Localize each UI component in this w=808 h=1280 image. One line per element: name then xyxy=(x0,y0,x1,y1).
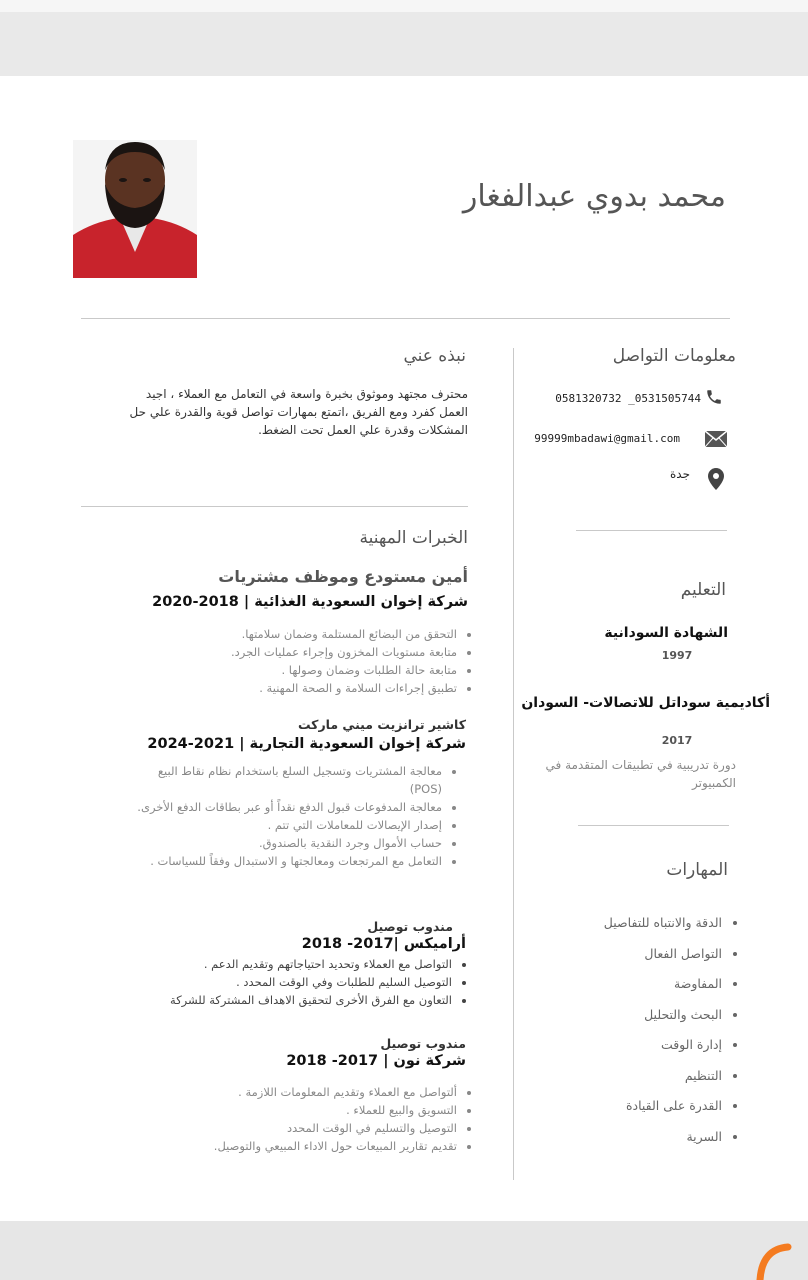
duty-item: • التسويق والبيع للعملاء . xyxy=(133,1101,457,1119)
bottom-bar xyxy=(0,1221,808,1280)
person-portrait-icon xyxy=(73,140,197,278)
duty-item: • متابعة حالة الطلبات وضمان وصولها . xyxy=(143,661,457,679)
duty-item: • تطبيق إجراءات السلامة و الصحة المهنية . xyxy=(143,679,457,697)
profile-photo xyxy=(73,140,197,278)
about-text xyxy=(78,385,468,439)
experience-title: الخبرات المهنية xyxy=(359,528,468,548)
location-pin-icon xyxy=(708,468,724,494)
location-city: جدة xyxy=(669,467,690,481)
skills-list xyxy=(506,908,736,1152)
education-entry-year: 2017 xyxy=(661,734,693,747)
job-role: مندوب توصيل xyxy=(367,919,453,934)
job-duties xyxy=(108,955,468,1009)
duty-item: • معالجة المشتريات وتسجيل السلع باستخدام نظام نقاط البيع (POS) xyxy=(128,762,442,798)
job-role: كاشير ترانزيت ميني ماركت xyxy=(297,717,466,732)
swipe-arc-icon xyxy=(748,1243,808,1280)
job-duties xyxy=(143,625,473,697)
education-divider xyxy=(578,825,729,826)
education-entry-desc: دورة تدريبية في تطبيقات المتقدمة في الكمبيوتر xyxy=(545,758,736,790)
skill-item: • السرية xyxy=(506,1122,722,1153)
job-duties xyxy=(133,1083,473,1155)
duty-item: • التوصيل السليم للطلبات وفي الوقت المحدد . xyxy=(108,973,452,991)
duty-item: • التعامل مع المرتجعات ومعالجتها و الاستبدال وفقاً للسياسات . xyxy=(128,852,442,870)
resume-page xyxy=(0,76,808,1221)
skill-item: • التواصل الفعال xyxy=(506,939,722,970)
top-bar xyxy=(0,0,808,12)
full-name: محمد بدوي عبدالفغار xyxy=(462,179,726,214)
skill-item: • المفاوضة xyxy=(506,969,722,1000)
skill-item: • إدارة الوقت xyxy=(506,1030,722,1061)
about-line: المشكلات وقدرة علي العمل تحت الضغط. xyxy=(258,423,468,437)
education-title: التعليم xyxy=(680,580,726,600)
duty-item: • تقديم تقارير المبيعات حول الاداء المبيعي والتوصيل. xyxy=(133,1137,457,1155)
education-entry-title: الشهادة السودانية xyxy=(604,625,728,641)
job-duties xyxy=(128,762,458,870)
job-company: شركة إخوان السعودية التجارية | 2021-2024 xyxy=(147,736,466,752)
education-entry-title: أكاديمية سوداتل للاتصالات- السودان xyxy=(521,695,770,711)
duty-item: • ألتواصل مع العملاء وتقديم المعلومات اللازمة . xyxy=(133,1083,457,1101)
skill-item: • القدرة على القيادة xyxy=(506,1091,722,1122)
duty-item: • التعاون مع الفرق الأخرى لتحقيق الاهداف المشتركة للشركة xyxy=(108,991,452,1009)
duty-item: • حساب الأموال وجرد النقدية بالصندوق. xyxy=(128,834,442,852)
education-entry-year: 1997 xyxy=(661,649,693,662)
header-divider xyxy=(81,318,730,319)
duty-item: • التحقق من البضائع المستلمة وضمان سلامتها. xyxy=(143,625,457,643)
duty-item: • التوصيل والتسليم في الوقت المحدد xyxy=(133,1119,457,1137)
duty-item: • معالجة المدفوعات قبول الدفع نقداً أو عبر بطاقات الدفع الأخرى. xyxy=(128,798,442,816)
job-company: شركة إخوان السعودية الغذائية | 2018-2020 xyxy=(152,594,468,610)
job-role: أمين مستودع وموظف مشتريات xyxy=(218,567,468,586)
duty-item: • إصدار الإيصالات للمعاملات التي تتم . xyxy=(128,816,442,834)
job-company: أراميكس |2017- 2018 xyxy=(301,936,466,952)
email-address[interactable]: 99999mbadawi@gmail.com xyxy=(534,432,680,445)
job-role: مندوب توصيل xyxy=(380,1036,466,1051)
skill-item: • الدقة والانتباه للتفاصيل xyxy=(506,908,722,939)
about-divider xyxy=(81,506,468,507)
about-line: العمل كفرد ومع الفريق ،اتمتع بمهارات تواصل قوية والقدرة علي حل xyxy=(129,405,468,419)
contact-title: معلومات التواصل xyxy=(612,346,736,366)
skill-item: • البحث والتحليل xyxy=(506,1000,722,1031)
skill-item: • التنظيم xyxy=(506,1061,722,1092)
email-icon xyxy=(705,431,727,451)
duty-item: • متابعة مستويات المخزون وإجراء عمليات الجرد. xyxy=(143,643,457,661)
phone-number[interactable]: 0581320732 _0531505744 xyxy=(555,392,701,405)
skills-title: المهارات xyxy=(666,860,728,880)
duty-item: • التواصل مع العملاء وتحديد احتياجاتهم وتقديم الدعم . xyxy=(108,955,452,973)
phone-icon xyxy=(705,388,723,410)
about-line: محترف مجتهد وموثوق بخبرة واسعة في التعامل مع العملاء ، اجيد xyxy=(145,387,468,401)
contact-divider xyxy=(576,530,727,531)
job-company: شركة نون | 2017- 2018 xyxy=(286,1053,466,1069)
about-title: نبذه عني xyxy=(403,346,466,366)
